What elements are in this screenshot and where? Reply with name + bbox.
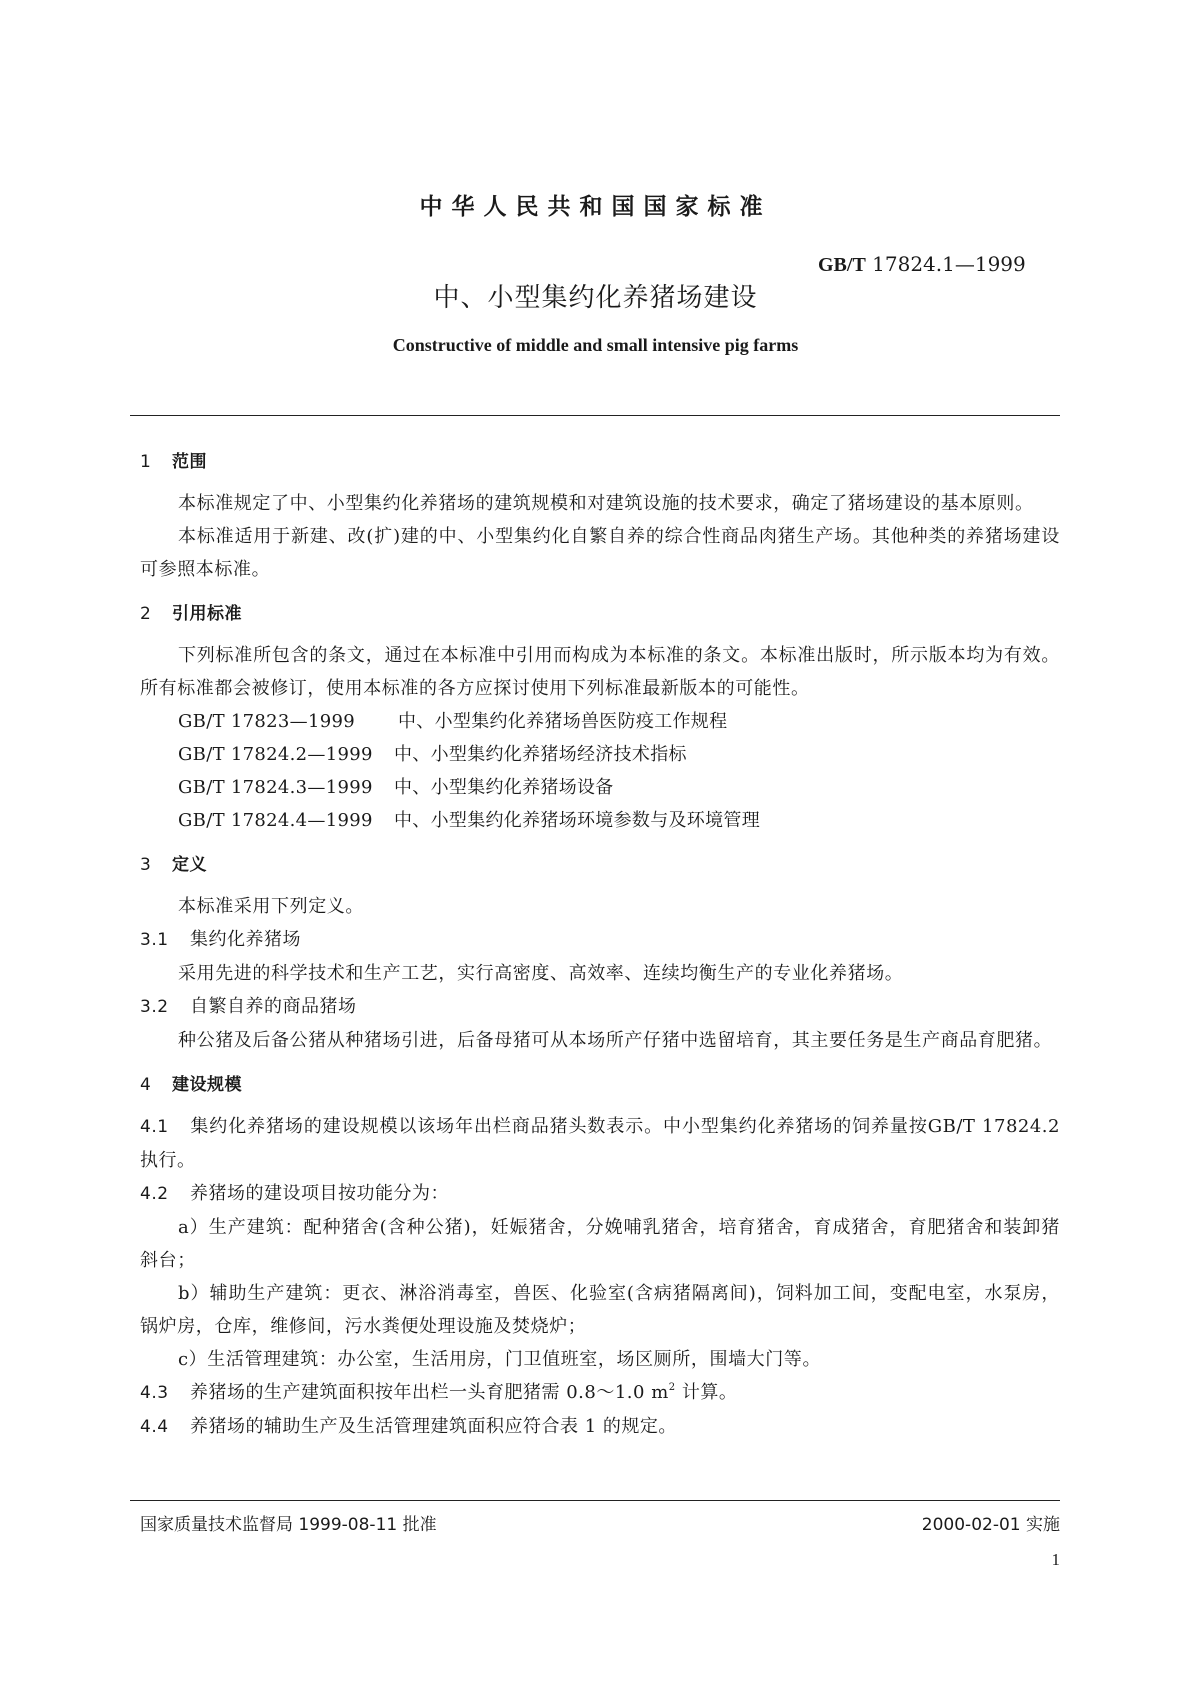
clause xyxy=(140,1110,1060,1177)
approval-line: 国家质量技术监督局 1999-08-11 批准 xyxy=(140,1515,437,1535)
page-number: 1 xyxy=(1051,1550,1060,1569)
section-heading xyxy=(140,1069,1060,1102)
section-title: 定义 xyxy=(172,855,207,875)
definition-term: 自繁自养的商品猪场 xyxy=(190,996,357,1017)
clause-text: 养猪场的建设项目按功能分为： xyxy=(190,1183,449,1204)
clause xyxy=(140,1376,1060,1410)
reference-item xyxy=(140,804,1060,837)
reference-title: 中、小型集约化养猪场设备 xyxy=(394,777,614,798)
reference-code: GB/T 17823—1999 xyxy=(178,711,355,732)
definition-text: 采用先进的科学技术和生产工艺，实行高密度、高效率、连续均衡生产的专业化养猪场。 xyxy=(178,963,904,984)
standard-code xyxy=(818,252,1026,277)
list-item: c）生活管理建筑：办公室，生活用房，门卫值班室，场区厕所，围墙大门等。 xyxy=(178,1349,822,1370)
list-item: a）生产建筑：配种猪舍(含种公猪)，妊娠猪舍，分娩哺乳猪舍，培育猪舍，育成猪舍，育肥猪舍和装卸猪斜台； xyxy=(140,1217,1060,1271)
document-body xyxy=(140,446,1060,1444)
definition-term: 集约化养猪场 xyxy=(190,929,301,950)
reference-title: 中、小型集约化养猪场环境参数与及环境管理 xyxy=(394,810,760,831)
clause-number: 4.4 xyxy=(140,1417,169,1437)
paragraph: 本标准适用于新建、改(扩)建的中、小型集约化自繁自养的综合性商品肉猪生产场。其他种类的养猪场建设可参照本标准。 xyxy=(140,526,1060,580)
reference-title: 中、小型集约化养猪场兽医防疫工作规程 xyxy=(398,711,728,732)
header-divider xyxy=(130,415,1060,416)
effective-date: 2000-02-01 实施 xyxy=(921,1515,1060,1535)
section-number: 2 xyxy=(140,604,152,624)
section-number: 4 xyxy=(140,1075,152,1095)
reference-item xyxy=(140,738,1060,771)
clause xyxy=(140,1410,1060,1444)
section-heading xyxy=(140,598,1060,631)
section-title: 引用标准 xyxy=(172,604,242,624)
reference-item xyxy=(140,771,1060,804)
standard-code-number: 17824.1—1999 xyxy=(872,252,1026,276)
clause-number: 4.3 xyxy=(140,1383,169,1403)
definition-number: 3.2 xyxy=(140,997,169,1017)
superscript: 2 xyxy=(668,1382,676,1393)
reference-code: GB/T 17824.3—1999 xyxy=(178,777,373,798)
clause-number: 4.1 xyxy=(140,1117,169,1137)
paragraph: 下列标准所包含的条文，通过在本标准中引用而构成为本标准的条文。本标准出版时，所示版本均为有效。所有标准都会被修订，使用本标准的各方应探讨使用下列标准最新版本的可能性。 xyxy=(140,645,1060,699)
clause-text: 养猪场的辅助生产及生活管理建筑面积应符合表 1 的规定。 xyxy=(190,1416,677,1437)
reference-item xyxy=(140,705,1060,738)
footer-divider xyxy=(130,1500,1060,1501)
section-number: 3 xyxy=(140,855,152,875)
document-title-cn: 中、小型集约化养猪场建设 xyxy=(433,283,758,313)
standard-code-prefix: GB/T xyxy=(818,254,866,276)
reference-code: GB/T 17824.4—1999 xyxy=(178,810,373,831)
paragraph: 本标准规定了中、小型集约化养猪场的建筑规模和对建筑设施的技术要求，确定了猪场建设的基本原则。 xyxy=(178,493,1034,514)
paragraph: 本标准采用下列定义。 xyxy=(178,896,364,917)
section-number: 1 xyxy=(140,452,152,472)
section-heading xyxy=(140,446,1060,479)
reference-title: 中、小型集约化养猪场经济技术指标 xyxy=(394,744,687,765)
reference-code: GB/T 17824.2—1999 xyxy=(178,744,373,765)
definition-heading xyxy=(140,990,1060,1024)
definition-number: 3.1 xyxy=(140,930,169,950)
clause-text: 养猪场的生产建筑面积按年出栏一头育肥猪需 0.8～1.0 m xyxy=(190,1382,669,1403)
clause xyxy=(140,1177,1060,1211)
list-item: b）辅助生产建筑：更衣、淋浴消毒室，兽医、化验室(含病猪隔离间)，饲料加工间，变配电室，水泵房，锅炉房，仓库，维修间，污水粪便处理设施及焚烧炉； xyxy=(140,1283,1060,1337)
document-title-en: Constructive of middle and small intensive pig farms xyxy=(392,335,799,355)
definition-heading xyxy=(140,923,1060,957)
section-title: 建设规模 xyxy=(172,1075,242,1095)
section-heading xyxy=(140,849,1060,882)
clause-number: 4.2 xyxy=(140,1184,169,1204)
clause-text-tail: 计算。 xyxy=(675,1382,738,1403)
section-title: 范围 xyxy=(172,452,207,472)
national-standard-heading: 中华人民共和国国家标准 xyxy=(419,194,772,220)
definition-text: 种公猪及后备公猪从种猪场引进，后备母猪可从本场所产仔猪中选留培育，其主要任务是生产商品育肥猪。 xyxy=(178,1030,1053,1051)
clause-text: 集约化养猪场的建设规模以该场年出栏商品猪头数表示。中小型集约化养猪场的饲养量按GB/T 17824.2执行。 xyxy=(140,1116,1060,1171)
